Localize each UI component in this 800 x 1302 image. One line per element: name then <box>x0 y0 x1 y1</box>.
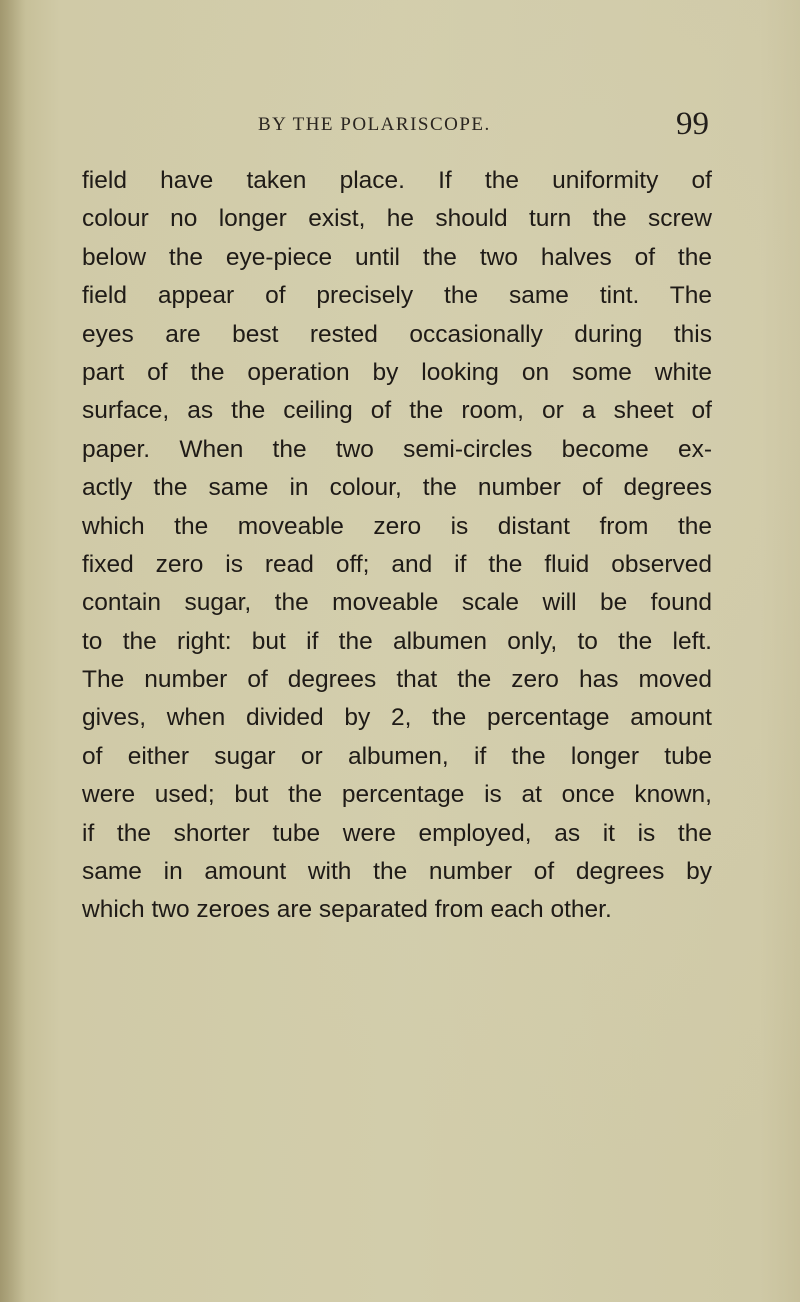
text-line: contain sugar, the moveable scale will be found <box>82 589 712 617</box>
text-line: eyes are best rested occasionally during this <box>82 320 712 348</box>
text-line: colour no longer exist, he should turn the screw <box>82 205 712 233</box>
text-line: paper. When the two semi-circles become ex- <box>82 435 712 463</box>
text-line: were used; but the percentage is at once known, <box>82 781 712 809</box>
text-line: of either sugar or albumen, if the longer tube <box>82 742 712 770</box>
text-line: gives, when divided by 2, the percentage amount <box>82 704 712 732</box>
text-line: which two zeroes are separated from each other. <box>82 896 612 924</box>
body-text <box>82 162 712 930</box>
page-number: 99 <box>676 106 709 142</box>
text-line: field have taken place. If the uniformity of <box>82 167 712 194</box>
text-line: The number of degrees that the zero has moved <box>82 666 712 694</box>
text-line: which the moveable zero is distant from the <box>82 512 712 540</box>
text-line: surface, as the ceiling of the room, or a sheet of <box>82 397 712 425</box>
text-line: if the shorter tube were employed, as it is the <box>82 819 712 847</box>
text-line: actly the same in colour, the number of degrees <box>82 474 712 502</box>
text-line: field appear of precisely the same tint. The <box>82 282 712 310</box>
spine-shadow <box>0 0 26 1302</box>
running-head: BY THE POLARISCOPE. <box>258 114 491 135</box>
text-line: fixed zero is read off; and if the fluid observed <box>82 550 712 578</box>
text-line: part of the operation by looking on some white <box>82 358 712 386</box>
text-line: to the right: but if the albumen only, to the left. <box>82 627 712 655</box>
text-line: below the eye-piece until the two halves of the <box>82 243 712 271</box>
text-line: same in amount with the number of degrees by <box>82 858 712 886</box>
